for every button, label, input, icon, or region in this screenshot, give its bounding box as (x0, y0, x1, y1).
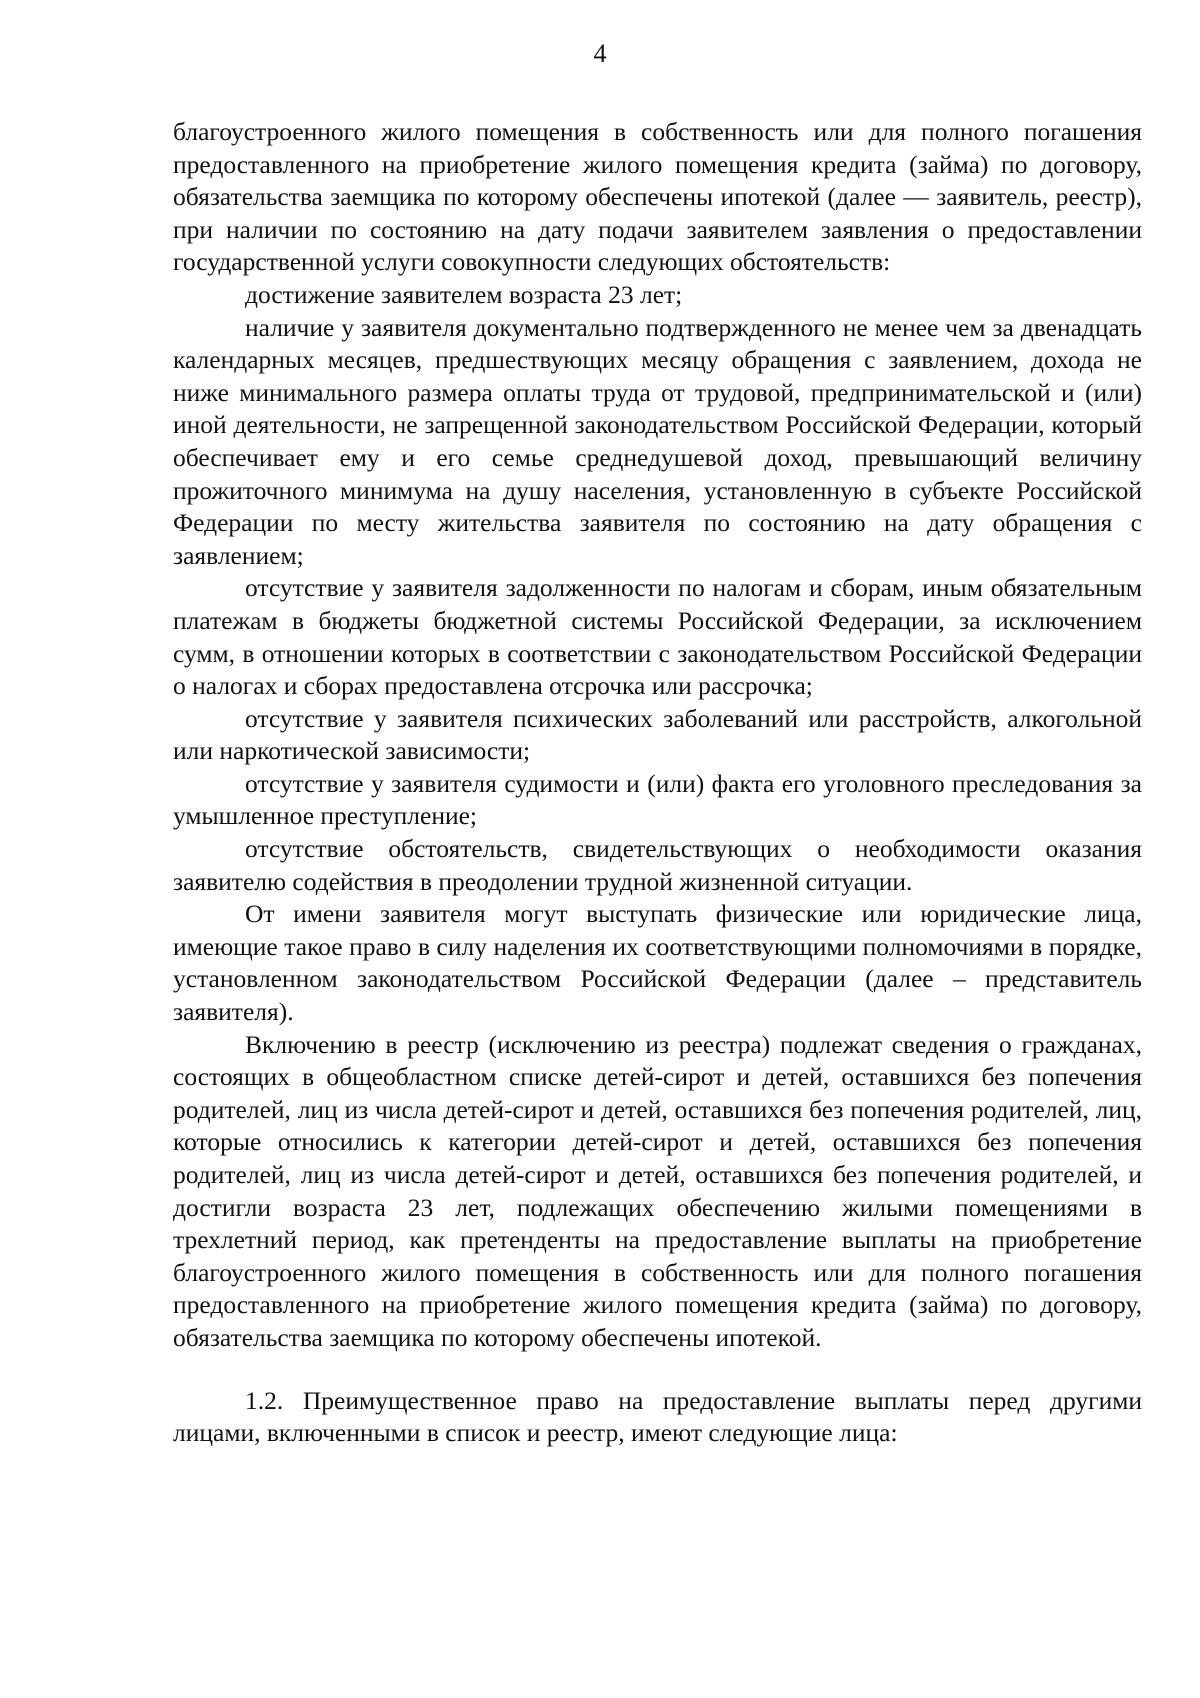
document-body (173, 116, 1142, 1450)
paragraph-income-condition: наличие у заявителя документально подтвержденного не менее чем за двенадцать календарных месяцев, предшествующих месяцу обращения с заявлением, дохода не ниже минимального размера оплаты труда от трудовой, предпринимательской и (или) иной деятельности, не запрещенной законодательством Российской Федерации, который обеспечивает ему и его семье среднедушевой доход, превышающий величину прожиточного минимума на душу населения, установленную в субъекте Российской Федерации по месту жительства заявителя по состоянию на дату обращения с заявлением; (173, 312, 1142, 570)
paragraph-representative: От имени заявителя могут выступать физические или юридические лица, имеющие такое право в силу наделения их соответствующими полномочиями в порядке, установленном законодательством Российской Федерации (далее – представитель заявителя). (173, 899, 1142, 1027)
paragraph-registry-inclusion: Включению в реестр (исключению из реестра) подлежат сведения о гражданах, состоящих в общеобластном списке детей-сирот и детей, оставшихся без попечения родителей, лиц из числа детей-сирот и детей, оставшихся без попечения родителей, лиц, которые относились к категории детей-сирот и детей, оставшихся без попечения родителей, лиц из числа детей-сирот и детей, оставшихся без попечения родителей, и достигли возраста 23 лет, подлежащих обеспечению жилыми помещениями в трехлетний период, как претенденты на предоставление выплаты на приобретение благоустроенного жилого помещения в собственность или для полного погашения предоставленного на приобретение жилого помещения кредита (займа) по договору, обязательства заемщика по которому обеспечены ипотекой. (173, 1029, 1142, 1352)
page-number: 4 (593, 39, 607, 68)
paragraph-tax-condition: отсутствие у заявителя задолженности по налогам и сборам, иным обязательным платежам в бюджеты бюджетной системы Российской Федерации, за исключением сумм, в отношении которых в соответствии с законодательством Российской Федерации о налогах и сборах предоставлена отсрочка или рассрочка; (173, 573, 1142, 701)
paragraph-criminal-condition: отсутствие у заявителя судимости и (или) факта его уголовного преследования за умышленное преступление; (173, 768, 1142, 831)
paragraph-hardship-condition: отсутствие обстоятельств, свидетельствующих о необходимости оказания заявителю содействия в преодолении трудной жизненной ситуации. (173, 834, 1142, 896)
paragraph-section-1-2: 1.2. Преимущественное право на предоставление выплаты перед другими лицами, включенными в список и реестр, имеют следующие лица: (173, 1385, 1142, 1448)
paragraph-age-condition: достижение заявителем возраста 23 лет; (245, 279, 683, 309)
paragraph-continuation: благоустроенного жилого помещения в собственность или для полного погашения предоставленного на приобретение жилого помещения кредита (займа) по договору, обязательства заемщика по которому обеспечены ипотекой (далее — заявитель, реестр), при наличии по состоянию на дату подачи заявителем заявления о предоставлении государственной услуги совокупности следующих обстоятельств: (173, 117, 1142, 277)
paragraph-health-condition: отсутствие у заявителя психических заболеваний или расстройств, алкогольной или наркотической зависимости; (173, 703, 1142, 766)
